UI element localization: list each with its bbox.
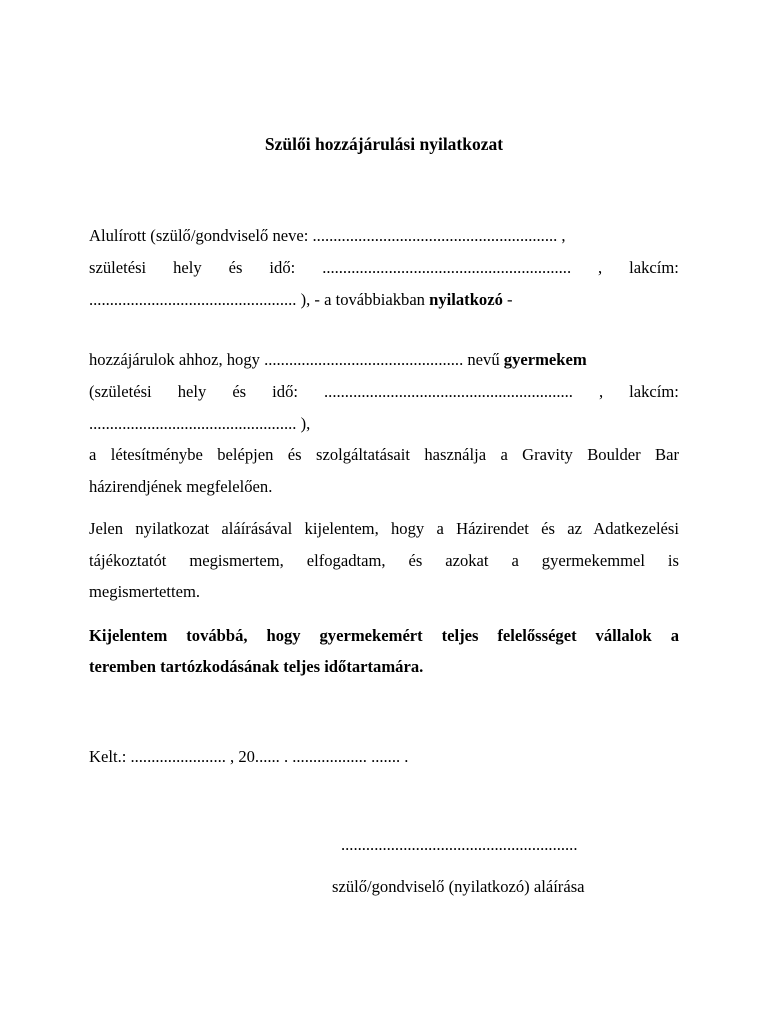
child-address-line: .................................................. ), bbox=[89, 414, 311, 433]
responsibility-line-2: teremben tartózkodásának teljes időtartamára. bbox=[89, 657, 424, 676]
acknowledgement-line-1: Jelen nyilatkozat aláírásával kijelentem, hogy a Házirendet és az Adatkezelési bbox=[89, 519, 679, 538]
signature-label: szülő/gondviselő (nyilatkozó) aláírása bbox=[332, 877, 585, 896]
dash: - bbox=[502, 290, 513, 309]
declarant-name-line: Alulírott (szülő/gondviselő neve: ........................................................... , bbox=[89, 226, 566, 245]
consent-text: hozzájárulok ahhoz, hogy ................................................ nevű bbox=[89, 350, 504, 369]
house-rules-line: házirendjének megfelelően. bbox=[89, 477, 273, 496]
word: lakcím: bbox=[629, 382, 679, 401]
word: idő: bbox=[272, 382, 298, 401]
declarant-bold-label: nyilatkozó bbox=[429, 290, 503, 309]
comma: , bbox=[598, 382, 604, 401]
consent-child-line bbox=[89, 350, 679, 370]
declarant-address-line bbox=[89, 290, 679, 310]
responsibility-line-1: Kijelentem továbbá, hogy gyermekemért teljes felelősséget vállalok a bbox=[89, 626, 679, 645]
word: (születési bbox=[89, 382, 152, 401]
word: hely bbox=[173, 258, 202, 277]
child-birth-address-line bbox=[89, 382, 679, 402]
word: lakcím: bbox=[629, 258, 679, 277]
date-line: Kelt.: ....................... , 20...... . .................. ....... . bbox=[89, 747, 409, 766]
facility-usage-line: a létesítménybe belépjen és szolgáltatásait használja a Gravity Boulder Bar bbox=[89, 445, 679, 464]
word: hely bbox=[177, 382, 207, 401]
word: és bbox=[232, 382, 247, 401]
child-bold-label: gyermekem bbox=[503, 350, 587, 369]
word: idő: bbox=[269, 258, 296, 277]
acknowledgement-line-2: tájékoztatót megismertem, elfogadtam, és azokat a gyermekemmel is bbox=[89, 551, 679, 570]
signature-dots: ......................................................... bbox=[341, 835, 578, 854]
acknowledgement-line-3: megismertettem. bbox=[89, 582, 201, 601]
fill-dots: ............................................................ bbox=[324, 382, 573, 401]
word: és bbox=[228, 258, 243, 277]
document-title: Szülői hozzájárulási nyilatkozat bbox=[264, 134, 504, 154]
comma: , bbox=[598, 258, 603, 277]
word: születési bbox=[89, 258, 147, 277]
address-text: .................................................. ), - a továbbiakban bbox=[89, 290, 430, 309]
declarant-birth-address-line bbox=[89, 258, 679, 278]
fill-dots: ............................................................ bbox=[322, 258, 572, 277]
